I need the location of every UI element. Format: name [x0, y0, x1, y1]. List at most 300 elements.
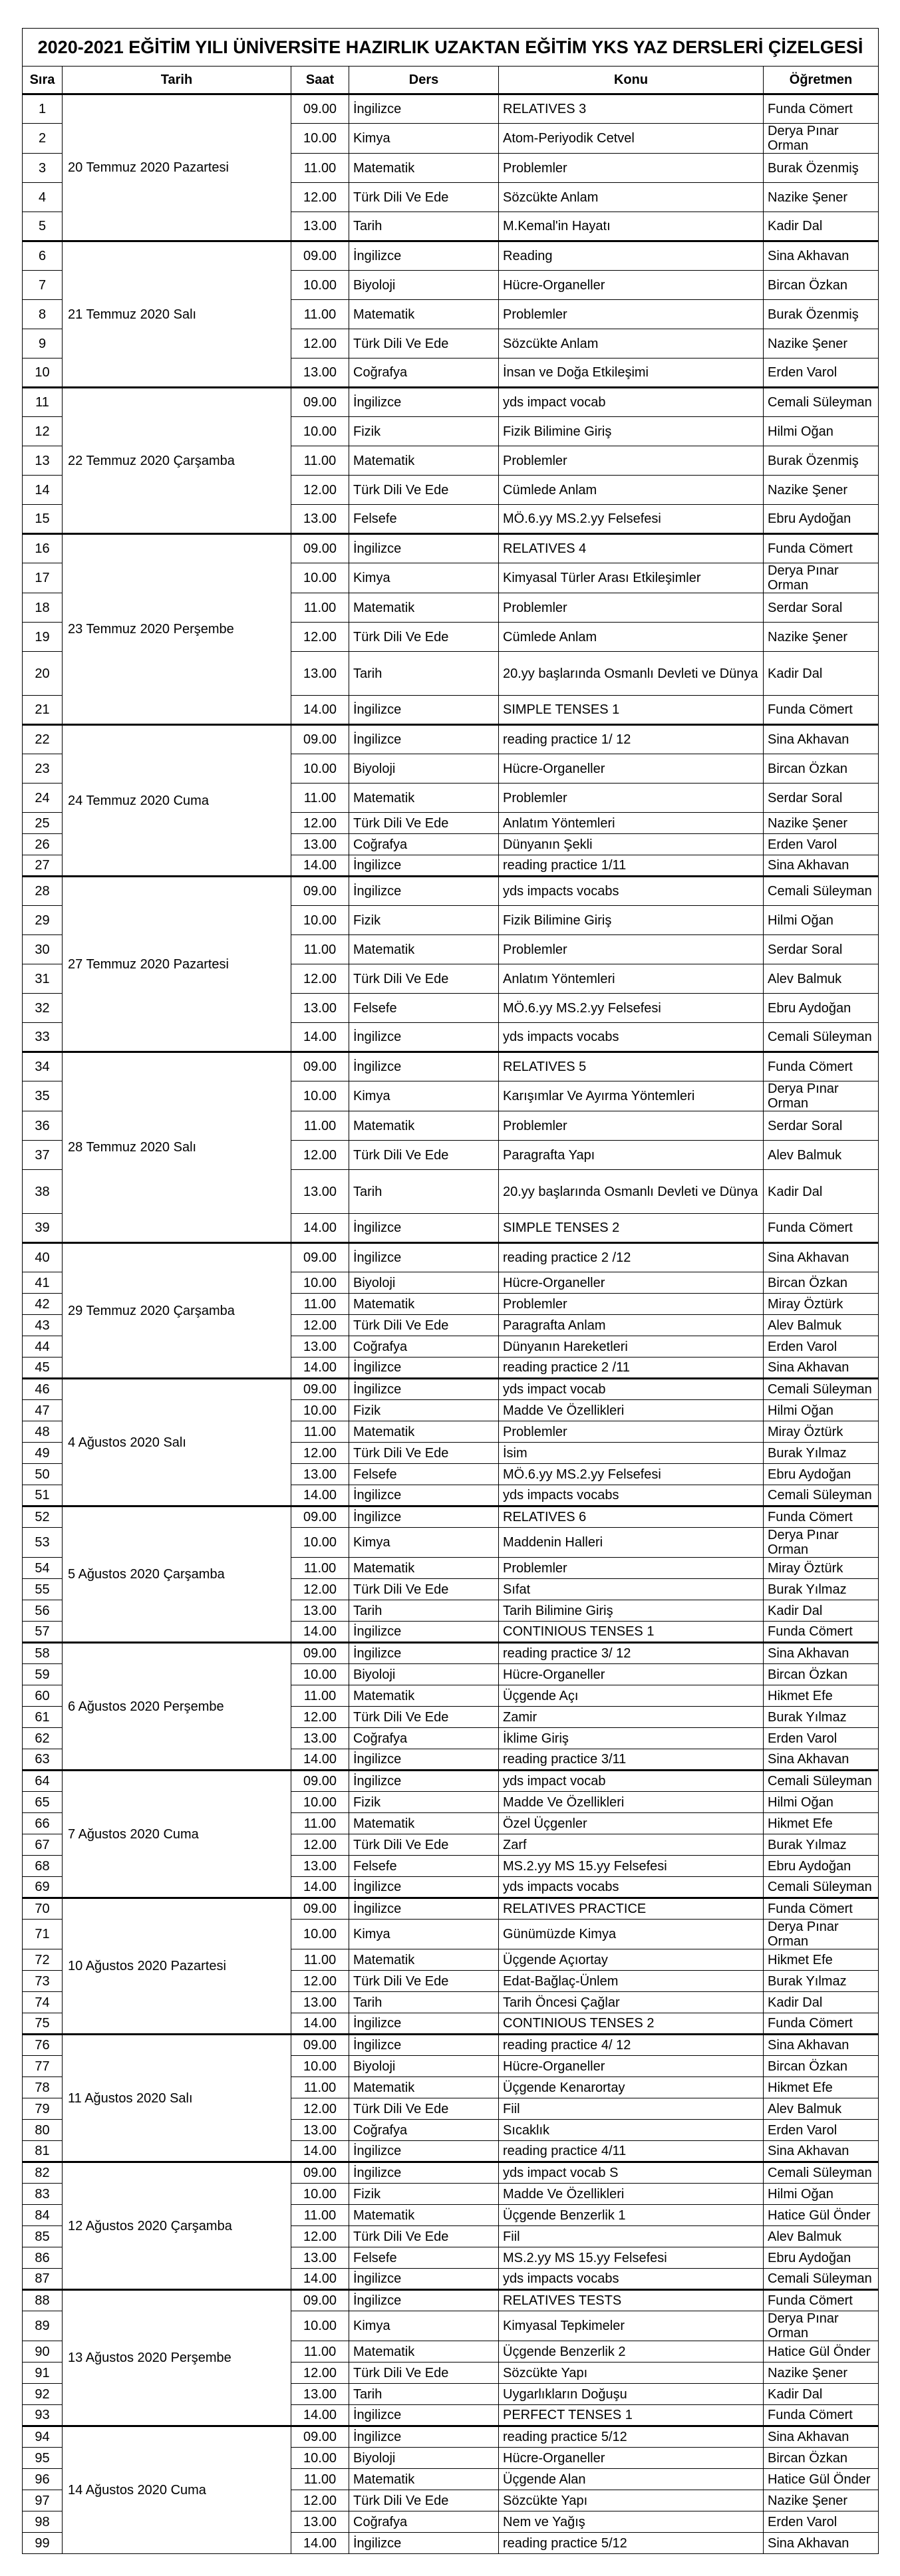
subject-cell: İngilizce — [349, 2141, 499, 2162]
teacher-cell: Miray Öztürk — [764, 1558, 879, 1579]
time-cell: 14.00 — [291, 2013, 349, 2035]
subject-cell: İngilizce — [349, 1771, 499, 1792]
time-cell: 14.00 — [291, 2533, 349, 2554]
subject-cell: Coğrafya — [349, 2120, 499, 2141]
subject-cell: Türk Dili Ve Ede — [349, 2098, 499, 2120]
topic-cell: Karışımlar Ve Ayırma Yöntemleri — [499, 1081, 764, 1111]
day-group — [23, 1898, 879, 2035]
row-number: 89 — [23, 2311, 63, 2341]
row-number: 1 — [23, 94, 63, 124]
teacher-cell: Erden Varol — [764, 2511, 879, 2533]
time-cell: 14.00 — [291, 2269, 349, 2290]
subject-cell: Coğrafya — [349, 2511, 499, 2533]
schedule-sheet — [22, 28, 878, 2554]
topic-cell: Uygarlıkların Doğuşu — [499, 2384, 764, 2405]
subject-cell: Coğrafya — [349, 1728, 499, 1749]
row-number: 96 — [23, 2469, 63, 2490]
topic-cell: reading practice 2 /12 — [499, 1243, 764, 1272]
topic-cell: MÖ.6.yy MS.2.yy Felsefesi — [499, 505, 764, 534]
row-number: 95 — [23, 2448, 63, 2469]
subject-cell: İngilizce — [349, 1358, 499, 1379]
topic-cell: MÖ.6.yy MS.2.yy Felsefesi — [499, 1464, 764, 1485]
teacher-cell: Cemali Süleyman — [764, 388, 879, 417]
row-number: 76 — [23, 2035, 63, 2056]
subject-cell: İngilizce — [349, 1379, 499, 1400]
subject-cell: Biyoloji — [349, 1272, 499, 1294]
time-cell: 09.00 — [291, 2426, 349, 2448]
teacher-cell: Cemali Süleyman — [764, 1485, 879, 1506]
date-cell: 14 Ağustos 2020 Cuma — [63, 2426, 291, 2554]
teacher-cell: Sina Akhavan — [764, 1243, 879, 1272]
row-number: 26 — [23, 834, 63, 855]
topic-cell: Üçgende Alan — [499, 2469, 764, 2490]
day-group — [23, 2426, 879, 2554]
teacher-cell: Bircan Özkan — [764, 271, 879, 300]
subject-cell: Biyoloji — [349, 2448, 499, 2469]
subject-cell: Matematik — [349, 593, 499, 623]
subject-cell: Matematik — [349, 446, 499, 476]
row-number: 73 — [23, 1971, 63, 1992]
row-number: 17 — [23, 563, 63, 593]
row-number: 36 — [23, 1111, 63, 1141]
subject-cell: Türk Dili Ve Ede — [349, 1579, 499, 1600]
time-cell: 11.00 — [291, 1421, 349, 1443]
subject-cell: İngilizce — [349, 1898, 499, 1920]
row-number: 62 — [23, 1728, 63, 1749]
table-row — [23, 877, 879, 906]
time-cell: 14.00 — [291, 1877, 349, 1898]
topic-cell: Madde Ve Özellikleri — [499, 1792, 764, 1813]
topic-cell: Problemler — [499, 1294, 764, 1315]
topic-cell: yds impacts vocabs — [499, 1485, 764, 1506]
table-row — [23, 1643, 879, 1664]
subject-cell: Fizik — [349, 2184, 499, 2205]
teacher-cell: Sina Akhavan — [764, 725, 879, 754]
teacher-cell: Nazike Şener — [764, 813, 879, 834]
row-number: 75 — [23, 2013, 63, 2035]
teacher-cell: Bircan Özkan — [764, 754, 879, 784]
time-cell: 10.00 — [291, 2056, 349, 2077]
subject-cell: İngilizce — [349, 696, 499, 725]
date-cell: 7 Ağustos 2020 Cuma — [63, 1771, 291, 1898]
subject-cell: Tarih — [349, 1170, 499, 1214]
subject-cell: İngilizce — [349, 2426, 499, 2448]
time-cell: 10.00 — [291, 1792, 349, 1813]
topic-cell: CONTINIOUS TENSES 1 — [499, 1622, 764, 1643]
subject-cell: Türk Dili Ve Ede — [349, 183, 499, 212]
teacher-cell: Derya Pınar Orman — [764, 124, 879, 154]
topic-cell: Paragrafta Yapı — [499, 1141, 764, 1170]
day-group — [23, 1379, 879, 1506]
teacher-cell: Erden Varol — [764, 1728, 879, 1749]
time-cell: 11.00 — [291, 935, 349, 964]
subject-cell: İngilizce — [349, 855, 499, 877]
topic-cell: Üçgende Kenarortay — [499, 2077, 764, 2098]
row-number: 13 — [23, 446, 63, 476]
teacher-cell: Sina Akhavan — [764, 241, 879, 271]
row-number: 84 — [23, 2205, 63, 2226]
subject-cell: İngilizce — [349, 1506, 499, 1528]
subject-cell: Felsefe — [349, 2247, 499, 2269]
subject-cell: Kimya — [349, 1081, 499, 1111]
topic-cell: PERFECT TENSES 1 — [499, 2405, 764, 2426]
teacher-cell: Burak Özenmiş — [764, 154, 879, 183]
subject-cell: Matematik — [349, 1111, 499, 1141]
teacher-cell: Sina Akhavan — [764, 2533, 879, 2554]
teacher-cell: Sina Akhavan — [764, 2141, 879, 2162]
subject-cell: Kimya — [349, 1920, 499, 1949]
row-number: 82 — [23, 2162, 63, 2184]
row-number: 11 — [23, 388, 63, 417]
time-cell: 10.00 — [291, 1400, 349, 1421]
topic-cell: reading practice 3/11 — [499, 1749, 764, 1771]
subject-cell: Matematik — [349, 1558, 499, 1579]
day-group — [23, 2035, 879, 2162]
topic-cell: Madde Ve Özellikleri — [499, 1400, 764, 1421]
time-cell: 10.00 — [291, 271, 349, 300]
teacher-cell: Erden Varol — [764, 2120, 879, 2141]
row-number: 54 — [23, 1558, 63, 1579]
table-row — [23, 241, 879, 271]
topic-cell: Madde Ve Özellikleri — [499, 2184, 764, 2205]
time-cell: 09.00 — [291, 725, 349, 754]
teacher-cell: Burak Yılmaz — [764, 1443, 879, 1464]
teacher-cell: Hikmet Efe — [764, 1813, 879, 1834]
teacher-cell: Sina Akhavan — [764, 1358, 879, 1379]
date-cell: 6 Ağustos 2020 Perşembe — [63, 1643, 291, 1771]
subject-cell: Biyoloji — [349, 271, 499, 300]
teacher-cell: Funda Cömert — [764, 1052, 879, 1081]
table-row — [23, 2162, 879, 2184]
row-number: 47 — [23, 1400, 63, 1421]
teacher-cell: Derya Pınar Orman — [764, 1528, 879, 1558]
row-number: 35 — [23, 1081, 63, 1111]
teacher-cell: Hilmi Oğan — [764, 417, 879, 446]
topic-cell: RELATIVES 3 — [499, 94, 764, 124]
time-cell: 12.00 — [291, 1707, 349, 1728]
topic-cell: Dünyanın Şekli — [499, 834, 764, 855]
time-cell: 12.00 — [291, 2098, 349, 2120]
row-number: 30 — [23, 935, 63, 964]
row-number: 37 — [23, 1141, 63, 1170]
teacher-cell: Hikmet Efe — [764, 1685, 879, 1707]
date-cell: 23 Temmuz 2020 Perşembe — [63, 534, 291, 725]
topic-cell: Tarih Öncesi Çağlar — [499, 1992, 764, 2013]
topic-cell: yds impacts vocabs — [499, 1877, 764, 1898]
time-cell: 09.00 — [291, 534, 349, 563]
time-cell: 11.00 — [291, 1949, 349, 1971]
table-row — [23, 1898, 879, 1920]
time-cell: 12.00 — [291, 1141, 349, 1170]
subject-cell: Fizik — [349, 1400, 499, 1421]
time-cell: 14.00 — [291, 855, 349, 877]
teacher-cell: Erden Varol — [764, 834, 879, 855]
topic-cell: İklime Giriş — [499, 1728, 764, 1749]
teacher-cell: Funda Cömert — [764, 1622, 879, 1643]
topic-cell: CONTINIOUS TENSES 2 — [499, 2013, 764, 2035]
subject-cell: Felsefe — [349, 1856, 499, 1877]
teacher-cell: Burak Özenmiş — [764, 300, 879, 329]
row-number: 9 — [23, 329, 63, 358]
topic-cell: reading practice 3/ 12 — [499, 1643, 764, 1664]
time-cell: 09.00 — [291, 877, 349, 906]
teacher-cell: Erden Varol — [764, 1336, 879, 1358]
time-cell: 10.00 — [291, 417, 349, 446]
topic-cell: Problemler — [499, 446, 764, 476]
row-number: 33 — [23, 1023, 63, 1052]
time-cell: 14.00 — [291, 1485, 349, 1506]
time-cell: 13.00 — [291, 1856, 349, 1877]
subject-cell: Coğrafya — [349, 358, 499, 388]
teacher-cell: Nazike Şener — [764, 2362, 879, 2384]
teacher-cell: Funda Cömert — [764, 2013, 879, 2035]
teacher-cell: Ebru Aydoğan — [764, 505, 879, 534]
teacher-cell: Ebru Aydoğan — [764, 2247, 879, 2269]
time-cell: 13.00 — [291, 2511, 349, 2533]
time-cell: 11.00 — [291, 1294, 349, 1315]
table-row — [23, 725, 879, 754]
teacher-cell: Funda Cömert — [764, 2290, 879, 2311]
subject-cell: Coğrafya — [349, 834, 499, 855]
row-number: 83 — [23, 2184, 63, 2205]
row-number: 10 — [23, 358, 63, 388]
time-cell: 11.00 — [291, 1558, 349, 1579]
teacher-cell: Serdar Soral — [764, 593, 879, 623]
topic-cell: reading practice 4/11 — [499, 2141, 764, 2162]
table-row — [23, 1243, 879, 1272]
topic-cell: Kimyasal Türler Arası Etkileşimler — [499, 563, 764, 593]
teacher-cell: Bircan Özkan — [764, 1664, 879, 1685]
topic-cell: Maddenin Halleri — [499, 1528, 764, 1558]
row-number: 99 — [23, 2533, 63, 2554]
subject-cell: Kimya — [349, 2311, 499, 2341]
subject-cell: Matematik — [349, 1685, 499, 1707]
subject-cell: Matematik — [349, 2469, 499, 2490]
topic-cell: Üçgende Açı — [499, 1685, 764, 1707]
row-number: 29 — [23, 906, 63, 935]
subject-cell: Türk Dili Ve Ede — [349, 2490, 499, 2511]
table-row — [23, 1379, 879, 1400]
header-no: Sıra — [23, 67, 63, 94]
teacher-cell: Kadir Dal — [764, 1600, 879, 1622]
header-teacher: Öğretmen — [764, 67, 879, 94]
row-number: 67 — [23, 1834, 63, 1856]
time-cell: 11.00 — [291, 1813, 349, 1834]
day-group — [23, 2290, 879, 2426]
date-cell: 4 Ağustos 2020 Salı — [63, 1379, 291, 1506]
subject-cell: İngilizce — [349, 2405, 499, 2426]
row-number: 3 — [23, 154, 63, 183]
teacher-cell: Alev Balmuk — [764, 2226, 879, 2247]
teacher-cell: Miray Öztürk — [764, 1421, 879, 1443]
topic-cell: Zarf — [499, 1834, 764, 1856]
day-group — [23, 241, 879, 388]
time-cell: 10.00 — [291, 2448, 349, 2469]
subject-cell: Matematik — [349, 154, 499, 183]
row-number: 87 — [23, 2269, 63, 2290]
time-cell: 13.00 — [291, 1728, 349, 1749]
row-number: 40 — [23, 1243, 63, 1272]
topic-cell: yds impact vocab — [499, 1379, 764, 1400]
time-cell: 12.00 — [291, 1579, 349, 1600]
subject-cell: Coğrafya — [349, 1336, 499, 1358]
date-cell: 22 Temmuz 2020 Çarşamba — [63, 388, 291, 534]
table-row — [23, 2290, 879, 2311]
time-cell: 12.00 — [291, 1971, 349, 1992]
topic-cell: RELATIVES PRACTICE — [499, 1898, 764, 1920]
time-cell: 10.00 — [291, 1528, 349, 1558]
subject-cell: İngilizce — [349, 1749, 499, 1771]
time-cell: 11.00 — [291, 593, 349, 623]
teacher-cell: Funda Cömert — [764, 1506, 879, 1528]
row-number: 46 — [23, 1379, 63, 1400]
teacher-cell: Funda Cömert — [764, 2405, 879, 2426]
topic-cell: Sözcükte Yapı — [499, 2490, 764, 2511]
topic-cell: Anlatım Yöntemleri — [499, 813, 764, 834]
teacher-cell: Funda Cömert — [764, 696, 879, 725]
topic-cell: Sıfat — [499, 1579, 764, 1600]
topic-cell: RELATIVES 5 — [499, 1052, 764, 1081]
row-number: 15 — [23, 505, 63, 534]
header-row — [23, 67, 879, 94]
time-cell: 13.00 — [291, 212, 349, 241]
topic-cell: SIMPLE TENSES 2 — [499, 1214, 764, 1243]
subject-cell: Kimya — [349, 1528, 499, 1558]
topic-cell: Tarih Bilimine Giriş — [499, 1600, 764, 1622]
row-number: 79 — [23, 2098, 63, 2120]
teacher-cell: Bircan Özkan — [764, 2056, 879, 2077]
subject-cell: Fizik — [349, 1792, 499, 1813]
time-cell: 11.00 — [291, 1111, 349, 1141]
time-cell: 09.00 — [291, 2035, 349, 2056]
time-cell: 13.00 — [291, 834, 349, 855]
row-number: 6 — [23, 241, 63, 271]
day-group — [23, 94, 879, 241]
topic-cell: yds impact vocab S — [499, 2162, 764, 2184]
teacher-cell: Burak Yılmaz — [764, 1971, 879, 1992]
topic-cell: Dünyanın Hareketleri — [499, 1336, 764, 1358]
day-group — [23, 877, 879, 1052]
subject-cell: İngilizce — [349, 1622, 499, 1643]
teacher-cell: Nazike Şener — [764, 329, 879, 358]
teacher-cell: Alev Balmuk — [764, 1315, 879, 1336]
time-cell: 14.00 — [291, 1023, 349, 1052]
subject-cell: Felsefe — [349, 994, 499, 1023]
topic-cell: Sözcükte Anlam — [499, 183, 764, 212]
time-cell: 10.00 — [291, 754, 349, 784]
teacher-cell: Derya Pınar Orman — [764, 1920, 879, 1949]
subject-cell: Tarih — [349, 2384, 499, 2405]
topic-cell: 20.yy başlarında Osmanlı Devleti ve Dünya — [499, 1170, 764, 1214]
row-number: 16 — [23, 534, 63, 563]
subject-cell: Türk Dili Ve Ede — [349, 813, 499, 834]
day-group — [23, 1643, 879, 1771]
teacher-cell: Hatice Gül Önder — [764, 2205, 879, 2226]
topic-cell: Hücre-Organeller — [499, 754, 764, 784]
page-title: 2020-2021 EĞİTİM YILI ÜNİVERSİTE HAZIRLIK UZAKTAN EĞİTİM YKS YAZ DERSLERİ ÇİZELGESİ — [23, 29, 879, 67]
topic-cell: Üçgende Benzerlik 1 — [499, 2205, 764, 2226]
topic-cell: Problemler — [499, 1558, 764, 1579]
time-cell: 14.00 — [291, 1749, 349, 1771]
subject-cell: Türk Dili Ve Ede — [349, 2226, 499, 2247]
table-row — [23, 534, 879, 563]
row-number: 52 — [23, 1506, 63, 1528]
topic-cell: Cümlede Anlam — [499, 476, 764, 505]
topic-cell: İsim — [499, 1443, 764, 1464]
topic-cell: Fiil — [499, 2226, 764, 2247]
subject-cell: İngilizce — [349, 534, 499, 563]
row-number: 23 — [23, 754, 63, 784]
topic-cell: SIMPLE TENSES 1 — [499, 696, 764, 725]
row-number: 70 — [23, 1898, 63, 1920]
time-cell: 11.00 — [291, 154, 349, 183]
subject-cell: Fizik — [349, 906, 499, 935]
row-number: 58 — [23, 1643, 63, 1664]
row-number: 19 — [23, 623, 63, 652]
subject-cell: Tarih — [349, 212, 499, 241]
topic-cell: İnsan ve Doğa Etkileşimi — [499, 358, 764, 388]
topic-cell: M.Kemal'in Hayatı — [499, 212, 764, 241]
date-cell: 12 Ağustos 2020 Çarşamba — [63, 2162, 291, 2290]
topic-cell: Problemler — [499, 300, 764, 329]
row-number: 24 — [23, 784, 63, 813]
time-cell: 11.00 — [291, 1685, 349, 1707]
teacher-cell: Burak Yılmaz — [764, 1834, 879, 1856]
time-cell: 12.00 — [291, 1443, 349, 1464]
header-time: Saat — [291, 67, 349, 94]
time-cell: 12.00 — [291, 2226, 349, 2247]
teacher-cell: Alev Balmuk — [764, 1141, 879, 1170]
topic-cell: yds impact vocab — [499, 1771, 764, 1792]
teacher-cell: Bircan Özkan — [764, 1272, 879, 1294]
time-cell: 10.00 — [291, 1920, 349, 1949]
teacher-cell: Kadir Dal — [764, 1992, 879, 2013]
row-number: 48 — [23, 1421, 63, 1443]
subject-cell: İngilizce — [349, 1643, 499, 1664]
time-cell: 13.00 — [291, 2247, 349, 2269]
title-row — [23, 29, 879, 67]
topic-cell: Edat-Bağlaç-Ünlem — [499, 1971, 764, 1992]
time-cell: 13.00 — [291, 1600, 349, 1622]
teacher-cell: Serdar Soral — [764, 1111, 879, 1141]
table-row — [23, 1771, 879, 1792]
subject-cell: Matematik — [349, 2205, 499, 2226]
row-number: 78 — [23, 2077, 63, 2098]
subject-cell: Türk Dili Ve Ede — [349, 476, 499, 505]
subject-cell: Matematik — [349, 935, 499, 964]
teacher-cell: Cemali Süleyman — [764, 1877, 879, 1898]
teacher-cell: Cemali Süleyman — [764, 1771, 879, 1792]
row-number: 41 — [23, 1272, 63, 1294]
teacher-cell: Funda Cömert — [764, 1214, 879, 1243]
teacher-cell: Hikmet Efe — [764, 1949, 879, 1971]
subject-cell: İngilizce — [349, 1052, 499, 1081]
header-subject: Ders — [349, 67, 499, 94]
time-cell: 09.00 — [291, 2290, 349, 2311]
topic-cell: Problemler — [499, 935, 764, 964]
topic-cell: yds impacts vocabs — [499, 2269, 764, 2290]
topic-cell: Zamir — [499, 1707, 764, 1728]
subject-cell: İngilizce — [349, 1243, 499, 1272]
topic-cell: reading practice 1/11 — [499, 855, 764, 877]
topic-cell: Sözcükte Anlam — [499, 329, 764, 358]
row-number: 4 — [23, 183, 63, 212]
teacher-cell: Funda Cömert — [764, 1898, 879, 1920]
teacher-cell: Burak Yılmaz — [764, 1579, 879, 1600]
subject-cell: Fizik — [349, 417, 499, 446]
time-cell: 12.00 — [291, 623, 349, 652]
table-row — [23, 388, 879, 417]
